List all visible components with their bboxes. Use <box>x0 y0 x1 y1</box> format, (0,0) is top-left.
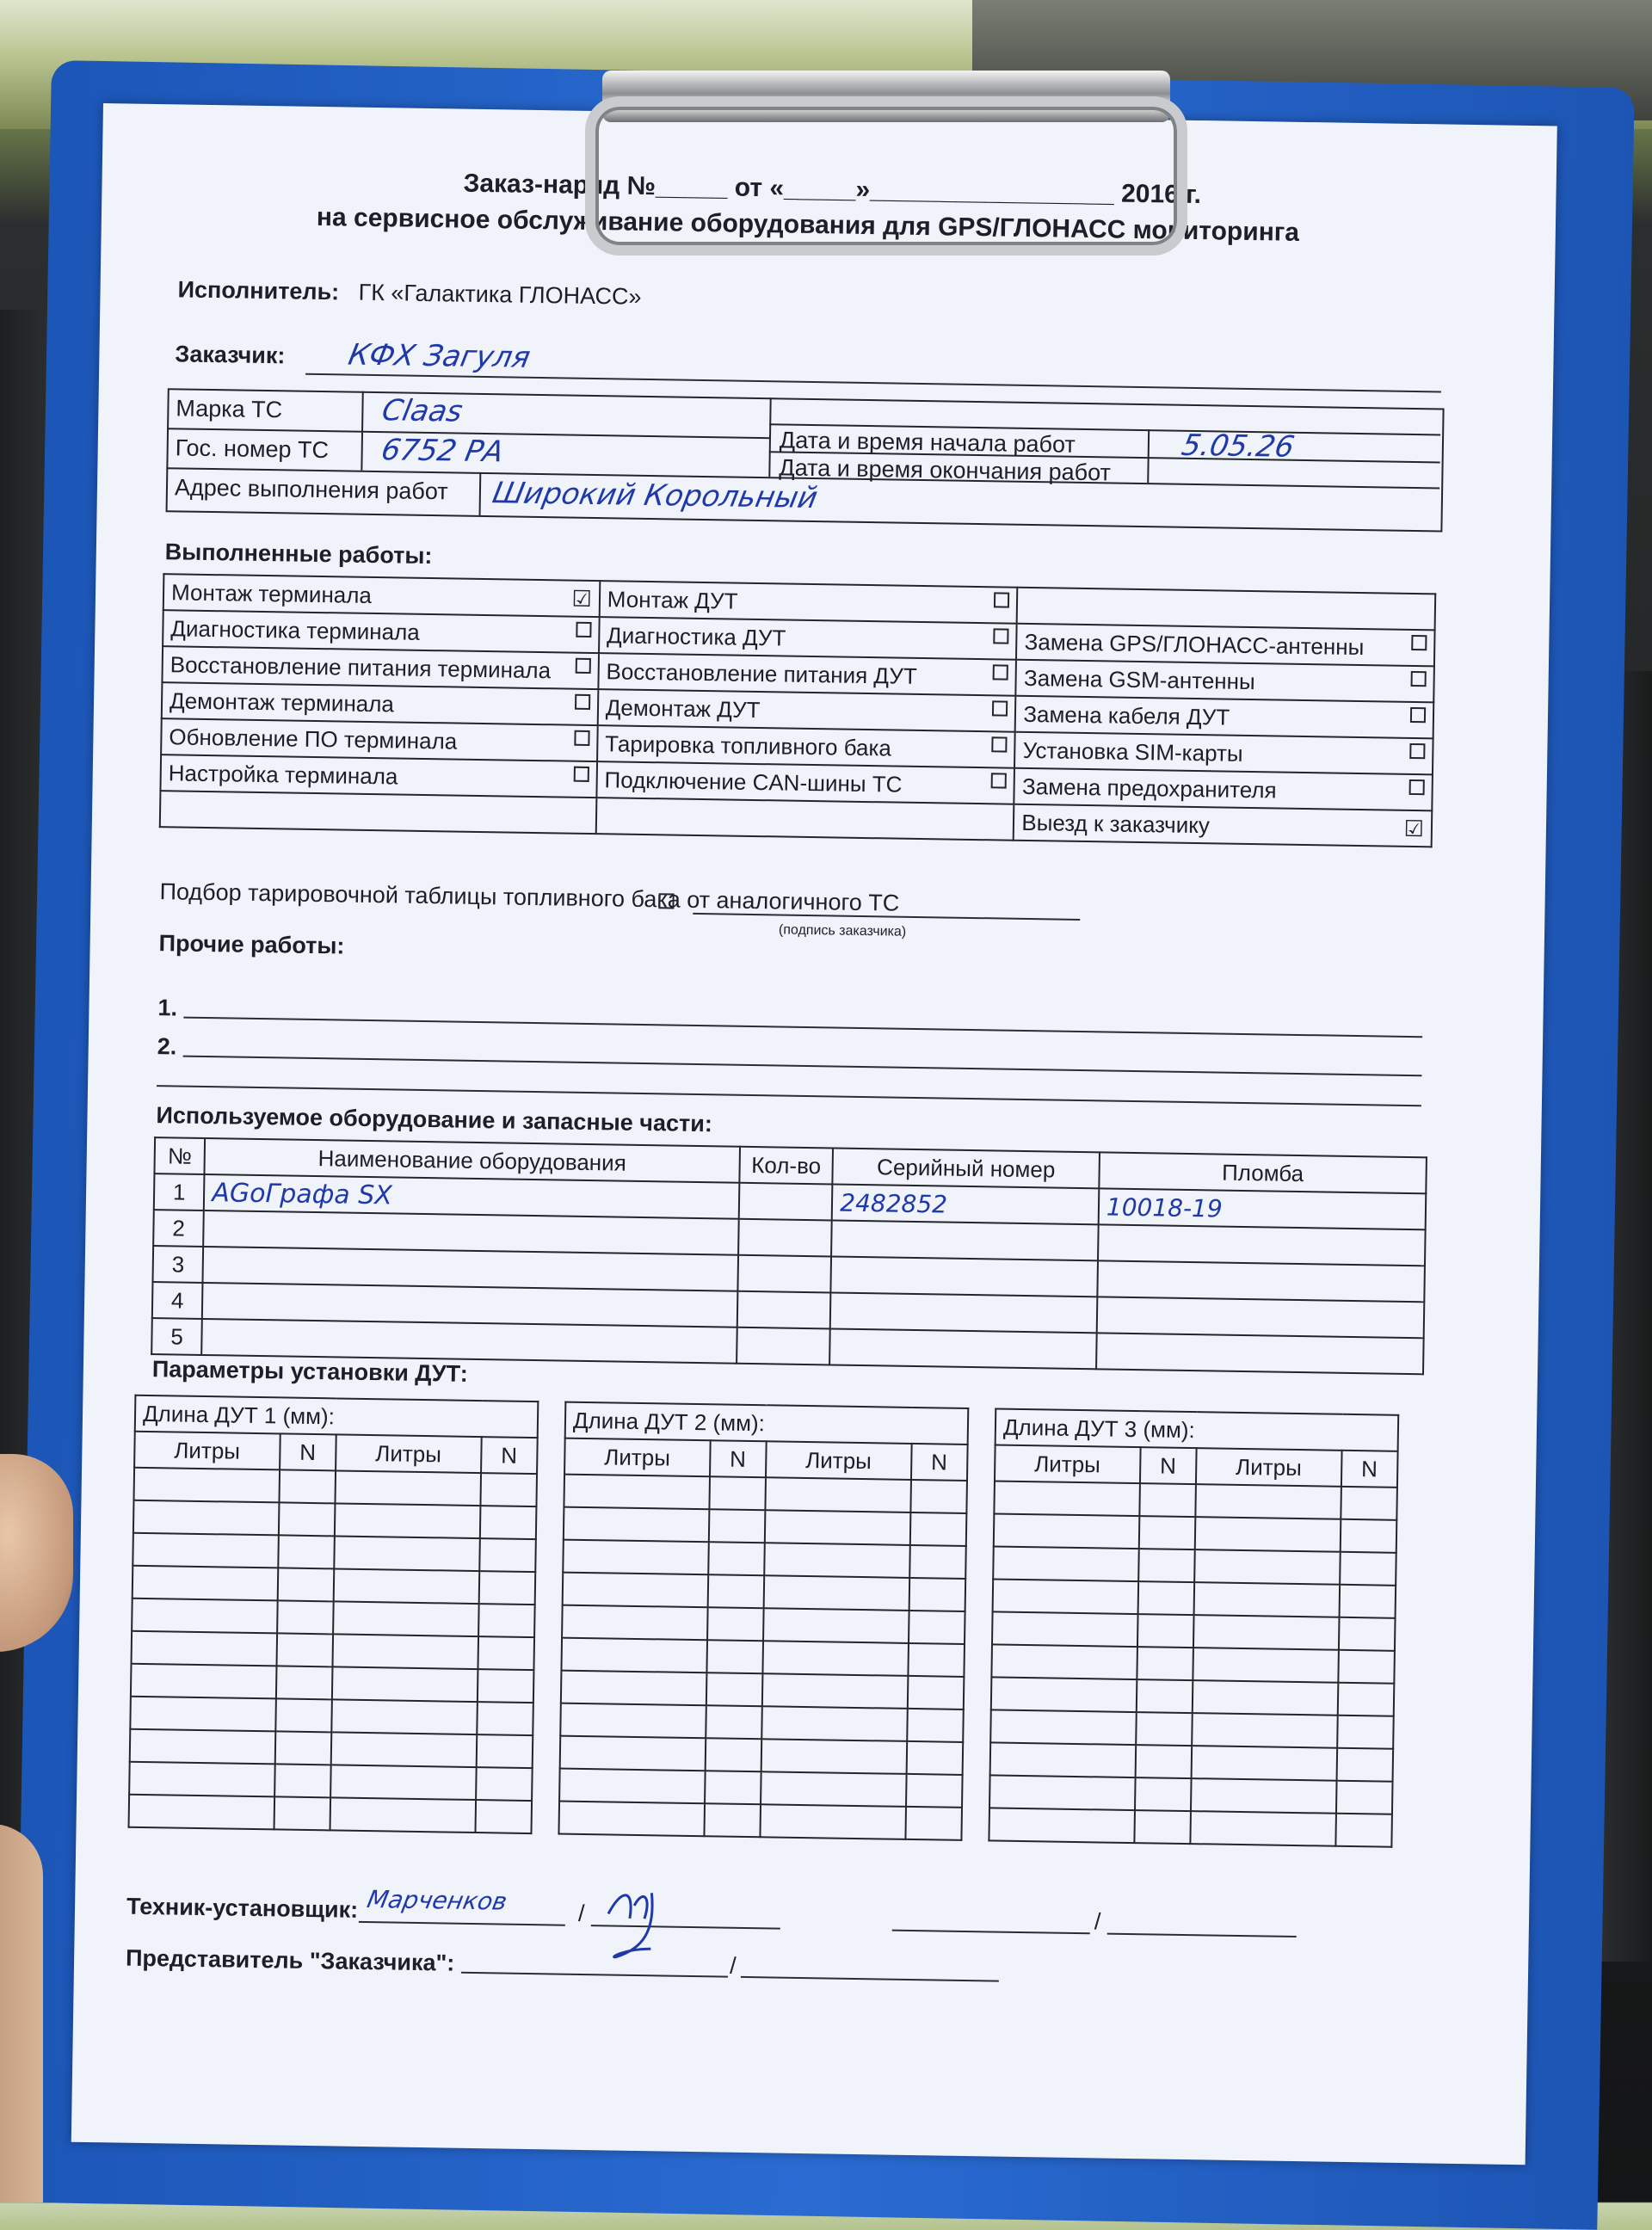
dut-cell[interactable] <box>1136 1712 1193 1746</box>
qty-cell[interactable] <box>737 1255 831 1293</box>
dut-cell[interactable] <box>990 1709 1136 1745</box>
dut-cell[interactable] <box>559 1769 705 1804</box>
dut-cell[interactable] <box>1193 1615 1339 1650</box>
dut-table-2 <box>558 1401 969 1841</box>
dut-cell[interactable] <box>1139 1483 1196 1517</box>
serial-cell[interactable] <box>831 1220 1098 1260</box>
dut-cell[interactable] <box>909 1545 966 1579</box>
dut-cell[interactable] <box>1137 1581 1194 1615</box>
dut-cell[interactable] <box>707 1607 764 1641</box>
dut-cell[interactable] <box>760 1804 905 1839</box>
dut-cell[interactable] <box>906 1741 963 1775</box>
work-item: Подключение CAN-шины ТС <box>596 761 1014 804</box>
dut-length-label: Длина ДУТ 3 (мм): <box>996 1408 1399 1451</box>
dut-cell[interactable] <box>991 1644 1137 1679</box>
seal-cell[interactable] <box>1097 1297 1425 1338</box>
dut-cell[interactable] <box>1339 1585 1396 1618</box>
dut-cell[interactable] <box>909 1512 966 1546</box>
dut-cell[interactable] <box>765 1477 910 1512</box>
dut-cell[interactable] <box>1335 1814 1392 1847</box>
work-item: Замена GSM-антенны <box>1016 660 1434 703</box>
executor-value: ГК «Галактика ГЛОНАСС» <box>358 279 642 310</box>
dut-cell[interactable] <box>131 1664 276 1699</box>
dut-cell[interactable] <box>330 1797 475 1833</box>
row-number: 1 <box>154 1174 205 1210</box>
dut-cell[interactable] <box>562 1605 707 1641</box>
dut-cell[interactable] <box>993 1579 1138 1614</box>
dut-cell[interactable] <box>276 1633 333 1666</box>
dut-cell[interactable] <box>335 1503 480 1538</box>
dut-cell[interactable] <box>477 1702 533 1735</box>
dut-column-header: Литры <box>336 1434 481 1473</box>
dut-cell[interactable] <box>761 1739 907 1774</box>
blank-line-b <box>1107 1933 1297 1937</box>
address-value[interactable]: Широкий Корольный <box>490 476 821 516</box>
dut-cell[interactable] <box>133 1468 279 1503</box>
work-item: Настройка терминала <box>160 755 596 798</box>
plate-label: Гос. номер ТС <box>175 434 330 464</box>
equipment-table <box>151 1137 1427 1375</box>
dut-cell[interactable] <box>479 1538 536 1572</box>
other-works-title: Прочие работы: <box>158 930 345 959</box>
dut-cell[interactable] <box>706 1705 762 1739</box>
dut-cell[interactable] <box>330 1765 476 1800</box>
other-work-line-3 <box>157 1085 1421 1106</box>
blank-line-a <box>892 1930 1090 1935</box>
dut-cell[interactable] <box>277 1600 334 1634</box>
equipment-title: Используемое оборудование и запасные части: <box>156 1102 713 1137</box>
seal-cell[interactable] <box>1097 1260 1425 1302</box>
equipment-header: Наименование оборудования <box>205 1138 740 1183</box>
end-label: Дата и время окончания работ <box>779 454 1112 486</box>
representative-name-line <box>461 1972 728 1978</box>
work-item: Монтаж терминала ☑ <box>163 574 600 617</box>
dut-cell[interactable] <box>1340 1552 1396 1586</box>
address-label: Адрес выполнения работ <box>174 474 448 505</box>
dut-cell[interactable] <box>133 1500 279 1536</box>
dut-cell[interactable] <box>476 1734 533 1768</box>
dut-cell[interactable] <box>704 1803 761 1837</box>
qty-cell[interactable] <box>738 1219 832 1257</box>
brand-label: Марка ТС <box>176 395 283 423</box>
serial-cell[interactable] <box>832 1184 1099 1224</box>
seal-cell[interactable] <box>1096 1333 1424 1374</box>
dut-cell[interactable] <box>1338 1617 1395 1651</box>
dut-cell[interactable] <box>992 1611 1137 1647</box>
dut-cell[interactable] <box>1195 1517 1341 1552</box>
serial-cell[interactable] <box>830 1292 1097 1333</box>
dut-cell[interactable] <box>560 1736 706 1771</box>
serial-cell[interactable] <box>829 1328 1096 1369</box>
vehicle-table <box>165 388 1440 537</box>
dut-cell[interactable] <box>333 1601 478 1636</box>
table-row <box>558 1802 962 1840</box>
dut-cell[interactable] <box>130 1729 275 1765</box>
dut-cell[interactable] <box>132 1599 277 1634</box>
title-line-2: на сервисное обслуживание оборудования для GPS/ГЛОНАСС мониторинга <box>316 202 1300 247</box>
dut-cell[interactable] <box>1341 1487 1397 1520</box>
work-item: Тарировка топливного бака <box>597 725 1015 768</box>
other-work-number-2: 2. <box>157 1033 177 1060</box>
dut-cell[interactable] <box>994 1513 1139 1549</box>
table-row <box>989 1808 1392 1846</box>
dut-cell[interactable] <box>765 1510 910 1545</box>
other-work-line-2 <box>183 1056 1422 1077</box>
dut-cell[interactable] <box>1336 1748 1393 1782</box>
work-item: Диагностика терминала <box>163 610 599 653</box>
dut-cell[interactable] <box>909 1578 965 1611</box>
dut-cell[interactable] <box>909 1611 965 1644</box>
row-number: 2 <box>153 1210 204 1247</box>
work-item: Обновление ПО терминала <box>161 718 597 761</box>
start-value[interactable]: 5.05.26 <box>1179 428 1298 465</box>
work-item: Замена GPS/ГЛОНАСС-антенны <box>1016 624 1434 667</box>
dut-cell[interactable] <box>278 1502 335 1536</box>
dut-cell[interactable] <box>479 1506 536 1539</box>
dut-cell[interactable] <box>761 1771 906 1807</box>
dut-cell[interactable] <box>563 1540 708 1575</box>
dut-cell[interactable] <box>561 1638 706 1673</box>
work-item: Замена предохранителя <box>1014 768 1433 811</box>
dut-cell[interactable] <box>1340 1519 1396 1553</box>
dut-cell[interactable] <box>275 1666 332 1699</box>
dut-cell[interactable] <box>705 1738 761 1771</box>
customer-label: Заказчик: <box>175 341 286 369</box>
dut-column-header: N <box>280 1433 336 1470</box>
brand-value[interactable]: Claas <box>379 393 465 429</box>
dut-cell[interactable] <box>334 1536 479 1571</box>
dut-cell[interactable] <box>132 1631 277 1666</box>
work-order-sheet <box>71 103 1557 2165</box>
works-table <box>159 573 1436 847</box>
seal-cell[interactable] <box>1098 1224 1426 1266</box>
row-number: 5 <box>151 1318 202 1355</box>
dut-cell[interactable] <box>1194 1549 1340 1585</box>
dut-cell[interactable] <box>905 1807 962 1840</box>
dut-cell[interactable] <box>706 1640 763 1673</box>
equipment-name-handwritten: AGoГрафа SX <box>212 1177 393 1210</box>
table-row <box>129 1795 533 1833</box>
dut-cell[interactable] <box>278 1535 335 1568</box>
works-title: Выполненные работы: <box>164 539 433 570</box>
dut-cell[interactable] <box>1138 1549 1195 1582</box>
seal-cell[interactable] <box>1099 1188 1427 1229</box>
dut-table-1 <box>128 1395 539 1834</box>
dut-cell[interactable] <box>764 1575 909 1611</box>
technician-name-line <box>359 1921 565 1926</box>
work-item: Монтаж ДУТ <box>599 581 1017 624</box>
equipment-header: Серийный номер <box>833 1148 1100 1188</box>
slash-3: / <box>729 1952 737 1979</box>
executor-label: Исполнитель: <box>177 276 340 305</box>
dut-cell[interactable] <box>908 1643 965 1677</box>
dut-cell[interactable] <box>1136 1679 1193 1713</box>
dut-cell[interactable] <box>1192 1713 1337 1748</box>
dut-cell[interactable] <box>1134 1810 1191 1844</box>
qty-cell[interactable] <box>737 1291 830 1329</box>
dut-cell[interactable] <box>707 1574 764 1608</box>
dut-column-header: Литры <box>134 1432 280 1470</box>
row-number: 3 <box>152 1246 203 1283</box>
serial-cell[interactable] <box>831 1256 1098 1297</box>
dut-cell[interactable] <box>991 1677 1137 1712</box>
dut-cell[interactable] <box>989 1808 1134 1843</box>
dut-cell[interactable] <box>475 1800 532 1833</box>
equipment-name-cell[interactable] <box>201 1319 737 1364</box>
dut-cell[interactable] <box>334 1568 479 1604</box>
equipment-header: № <box>154 1137 205 1174</box>
work-item: Восстановление питания ДУТ <box>598 653 1016 696</box>
dut-column-header: N <box>1341 1451 1397 1488</box>
plate-value[interactable]: 6752 РА <box>378 433 507 470</box>
dut-column-header: Литры <box>766 1441 911 1480</box>
thumb <box>0 1824 43 2202</box>
dut-column-header: Литры <box>1196 1448 1341 1487</box>
dut-cell[interactable] <box>993 1546 1138 1581</box>
dut-cell[interactable] <box>706 1672 762 1706</box>
dut-cell[interactable] <box>990 1742 1136 1777</box>
dut-cell[interactable] <box>989 1775 1135 1810</box>
calibration-text: Подбор тарировочной таблицы топливного бака от аналогичного ТС <box>159 878 900 916</box>
dut-cell[interactable] <box>910 1480 967 1513</box>
dut-cell[interactable] <box>1191 1778 1336 1814</box>
dut-cell[interactable] <box>761 1706 907 1741</box>
dut-cell[interactable] <box>1134 1777 1191 1811</box>
representative-signature-line <box>741 1976 999 1982</box>
dut-cell[interactable] <box>478 1571 535 1605</box>
dut-cell[interactable] <box>763 1608 909 1643</box>
dut-column-header: N <box>710 1440 767 1477</box>
dut-cell[interactable] <box>907 1676 964 1709</box>
dut-cell[interactable] <box>708 1542 765 1575</box>
customer-underline <box>305 373 1441 393</box>
title-line-1: Заказ-наряд №_____ от «_____»_________________ 2016 г. <box>463 169 1202 210</box>
dut-cell[interactable] <box>129 1795 274 1830</box>
dut-cell[interactable] <box>705 1771 761 1804</box>
technician-name[interactable]: Марченков <box>365 1885 510 1916</box>
dut-cell[interactable] <box>564 1507 709 1543</box>
dut-cell[interactable] <box>274 1764 331 1797</box>
dut-cell[interactable] <box>1137 1647 1193 1680</box>
other-work-line-1 <box>183 1017 1422 1038</box>
work-item: Диагностика ДУТ <box>599 617 1017 660</box>
dut-cell[interactable] <box>1337 1683 1394 1716</box>
dut-cell[interactable] <box>1192 1746 1337 1781</box>
dut-cell[interactable] <box>1337 1716 1394 1749</box>
dut-cell[interactable] <box>335 1470 480 1506</box>
qty-cell[interactable] <box>737 1328 830 1365</box>
dut-cell[interactable] <box>564 1475 709 1510</box>
start-label: Дата и время начала работ <box>779 427 1076 458</box>
dut-cell[interactable] <box>1338 1650 1395 1684</box>
dut-cell[interactable] <box>476 1767 533 1801</box>
dut-column-header: N <box>481 1437 538 1474</box>
dut-cell[interactable] <box>274 1731 331 1765</box>
work-item: Демонтаж ДУТ <box>598 689 1016 732</box>
work-item: Выезд к заказчику ☑ <box>1014 804 1432 847</box>
work-item <box>596 798 1014 841</box>
dut-cell[interactable] <box>277 1568 334 1601</box>
dut-column-header: Литры <box>995 1445 1140 1483</box>
dut-cell[interactable] <box>907 1709 964 1742</box>
dut-cell[interactable] <box>1195 1484 1341 1519</box>
dut-cell[interactable] <box>762 1641 908 1676</box>
qty-cell[interactable] <box>738 1183 832 1221</box>
dut-cell[interactable] <box>1335 1781 1392 1814</box>
dut-cell[interactable] <box>1137 1614 1193 1648</box>
dut-cell[interactable] <box>332 1634 478 1669</box>
dut-column-header: N <box>1139 1447 1196 1484</box>
dut-cell[interactable] <box>332 1666 478 1702</box>
dut-cell[interactable] <box>709 1476 766 1510</box>
dut-cell[interactable] <box>331 1732 477 1767</box>
dut-cell[interactable] <box>1193 1680 1338 1716</box>
dut-cell[interactable] <box>480 1473 537 1506</box>
work-item: Установка SIM-карты <box>1014 732 1433 775</box>
dut-column-header: N <box>910 1444 967 1481</box>
clipboard-clip <box>585 71 1187 260</box>
dut-cell[interactable] <box>478 1604 535 1637</box>
dut-cell[interactable] <box>563 1573 708 1608</box>
work-item: Демонтаж терминала <box>162 682 598 725</box>
dut-cell[interactable] <box>1194 1582 1340 1617</box>
technician-label: Техник-установщик: <box>126 1893 359 1923</box>
dut-cell[interactable] <box>478 1636 534 1670</box>
signature-note: (подпись заказчика) <box>778 922 907 939</box>
equipment-header: Пломба <box>1099 1152 1427 1193</box>
dut-cell[interactable] <box>133 1566 278 1601</box>
customer-handwritten[interactable]: КФХ Загуля <box>345 337 533 375</box>
dut-length-label: Длина ДУТ 2 (мм): <box>565 1402 969 1445</box>
dut-title: Параметры установки ДУТ: <box>151 1356 469 1387</box>
dut-length-label: Длина ДУТ 1 (мм): <box>135 1395 539 1438</box>
row-number: 4 <box>152 1282 203 1319</box>
dut-cell[interactable] <box>477 1669 533 1703</box>
dut-cell[interactable] <box>1193 1648 1338 1683</box>
dut-cell[interactable] <box>558 1802 704 1837</box>
dut-cell[interactable] <box>279 1469 336 1503</box>
dut-cell[interactable] <box>906 1774 963 1808</box>
dut-cell[interactable] <box>994 1481 1139 1516</box>
dut-cell[interactable] <box>1138 1516 1195 1549</box>
technician-signature <box>590 1879 712 1967</box>
dut-cell[interactable] <box>130 1697 275 1732</box>
clip-loop <box>585 96 1187 256</box>
dut-cell[interactable] <box>275 1698 332 1732</box>
slash-2: / <box>1094 1908 1101 1935</box>
dut-cell[interactable] <box>560 1703 706 1739</box>
dut-cell[interactable] <box>331 1699 477 1734</box>
representative-label: Представитель "Заказчика": <box>125 1944 455 1976</box>
other-work-number-1: 1. <box>157 995 178 1021</box>
dut-cell[interactable] <box>561 1671 706 1706</box>
dut-cell[interactable] <box>274 1796 330 1830</box>
dut-cell[interactable] <box>133 1533 278 1568</box>
dut-cell[interactable] <box>1190 1811 1335 1846</box>
work-item: Замена кабеля ДУТ <box>1015 696 1433 739</box>
dut-cell[interactable] <box>762 1673 908 1709</box>
serial-handwritten: 2482852 <box>840 1188 948 1219</box>
work-item: Восстановление питания терминала <box>162 646 598 689</box>
dut-column-header: Литры <box>564 1438 710 1477</box>
equipment-header: Кол-во <box>739 1147 833 1185</box>
dut-table-3 <box>988 1408 1399 1847</box>
slash: / <box>577 1900 585 1927</box>
dut-cell[interactable] <box>708 1509 765 1543</box>
dut-cell[interactable] <box>1135 1745 1192 1778</box>
work-item <box>160 791 596 834</box>
seal-handwritten: 10018-19 <box>1106 1192 1223 1223</box>
dut-cell[interactable] <box>764 1543 909 1578</box>
dut-cell[interactable] <box>129 1762 274 1797</box>
calibration-checkbox[interactable] <box>658 893 674 909</box>
